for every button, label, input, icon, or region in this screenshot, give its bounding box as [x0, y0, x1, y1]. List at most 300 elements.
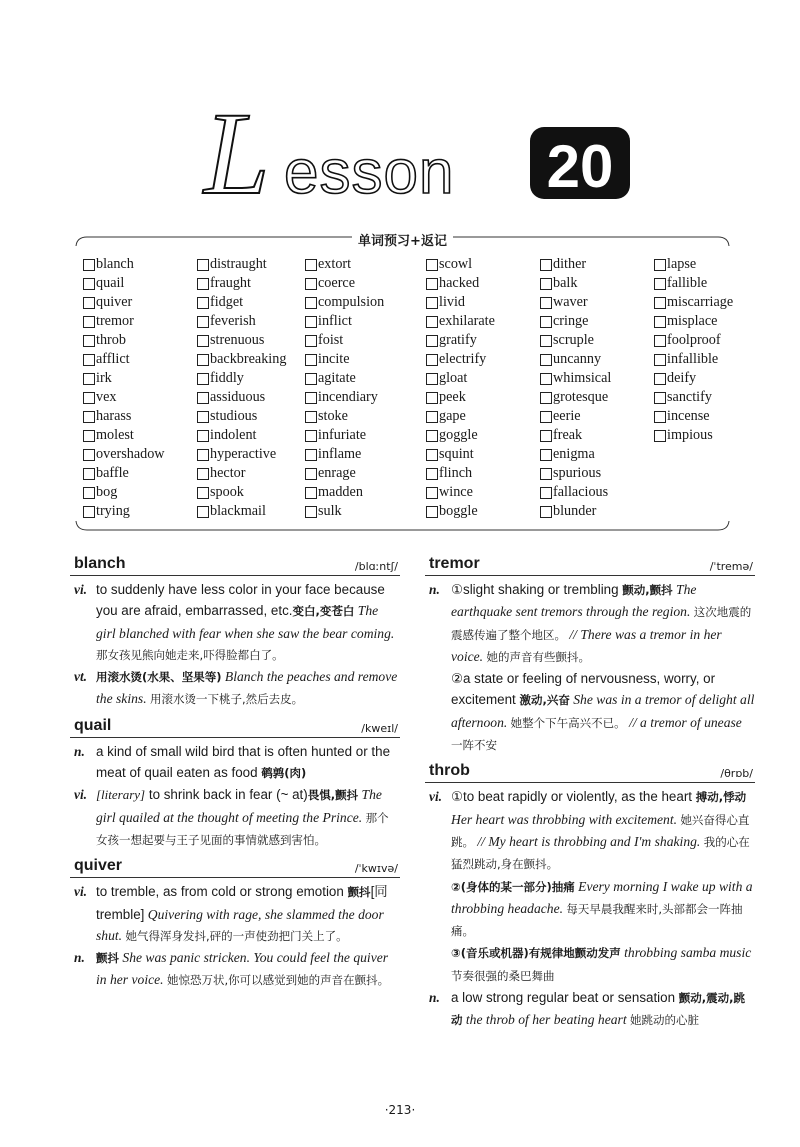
sub-sense: [451, 668, 755, 756]
checkbox[interactable]: [83, 468, 95, 480]
checkbox[interactable]: [654, 430, 666, 442]
part-of-speech: n.: [429, 582, 440, 597]
vocab-item: [197, 426, 305, 445]
vocab-word: cringe: [553, 313, 589, 329]
translation-text: 那个女孩一想起要与王子见面的事情就感到害怕。: [96, 810, 389, 847]
vocab-word: wince: [439, 484, 473, 500]
vocab-word: bog: [96, 484, 118, 500]
vocab-word: blunder: [553, 503, 597, 519]
vocab-item: [540, 502, 654, 521]
definition-text: a low strong regular beat or sensation: [451, 990, 679, 1006]
translation-text: 她惊恐万状,你可以感觉到她的声音在颤抖。: [166, 973, 390, 988]
translation-text: 那女孩见熊向她走来,吓得脸都白了。: [96, 647, 284, 662]
checkbox[interactable]: [305, 373, 317, 385]
checkbox[interactable]: [83, 316, 95, 328]
sub-sense: [451, 579, 755, 668]
vocab-column: [197, 255, 305, 523]
checkbox[interactable]: [426, 506, 438, 518]
vocab-word: infallible: [667, 351, 719, 367]
vocab-heading: 单词预习+返记: [75, 230, 730, 249]
phonetic: /blɑːntʃ/: [354, 560, 398, 573]
vocab-word: overshadow: [96, 446, 165, 462]
vocab-word: squint: [439, 446, 474, 462]
checkbox[interactable]: [426, 354, 438, 366]
definition-text: a kind of small wild bird that is often hunted or the meat of quail eaten as food: [96, 743, 391, 781]
vocab-word: tremor: [96, 313, 134, 329]
phonetic: /kweɪl/: [361, 721, 398, 735]
vocab-word: lapse: [667, 256, 697, 272]
checkbox[interactable]: [305, 278, 317, 290]
sense: [70, 947, 400, 992]
vocab-word: spook: [210, 484, 244, 500]
sub-sense: [451, 876, 755, 943]
checkbox[interactable]: [83, 392, 95, 404]
checkbox[interactable]: [197, 335, 209, 347]
vocab-item: [426, 407, 540, 426]
example-text: The earthquake sent tremors through the region.: [451, 582, 697, 620]
vocab-item: [83, 502, 197, 521]
vocab-word: madden: [318, 484, 363, 500]
vocab-item: [197, 464, 305, 483]
page-number: ·213·: [384, 1103, 416, 1117]
checkbox[interactable]: [197, 468, 209, 480]
vocab-item: [197, 255, 305, 274]
translation-bold: 用滚水烫(水果、坚果等): [96, 670, 222, 685]
translation-text: 这次地震的震感传遍了整个地区。: [451, 605, 752, 642]
vocab-word: strenuous: [210, 332, 265, 348]
phonetic: /ˈtremə/: [709, 560, 753, 573]
vocab-word: dither: [553, 256, 587, 272]
part-of-speech: n.: [74, 743, 85, 759]
example-text: The girl blanched with fear when she saw the bear coming.: [96, 603, 395, 641]
definition-text: ①slight shaking or trembling: [451, 582, 623, 597]
checkbox[interactable]: [426, 392, 438, 404]
vocab-item: [540, 293, 654, 312]
vocab-bottom-rule: [75, 520, 730, 532]
translation-bold: 激动,兴奋: [519, 693, 570, 708]
vocab-item: [654, 407, 743, 426]
checkbox[interactable]: [654, 316, 666, 328]
vocab-item: [540, 407, 654, 426]
entry-header: [425, 555, 755, 576]
vocab-item: [540, 369, 654, 388]
vocab-item: [654, 312, 743, 331]
checkbox[interactable]: [197, 316, 209, 328]
vocab-item: [83, 407, 197, 426]
vocab-column: [540, 255, 654, 523]
vocab-item: [83, 293, 197, 312]
vocab-item: [83, 274, 197, 293]
vocab-word: flinch: [439, 465, 473, 481]
part-of-speech: vi.: [74, 787, 88, 803]
vocab-word: blackmail: [210, 503, 266, 519]
checkbox[interactable]: [654, 259, 666, 271]
checkbox[interactable]: [197, 259, 209, 271]
definition-text: to shrink back in fear (~ at): [145, 787, 308, 803]
vocab-item: [426, 388, 540, 407]
checkbox[interactable]: [540, 506, 552, 518]
vocab-word: miscarriage: [667, 294, 734, 310]
phonetic: /ˈkwɪvə/: [354, 862, 398, 876]
checkbox[interactable]: [426, 259, 438, 271]
vocab-word: inflict: [318, 313, 352, 329]
dictionary-entry: [425, 555, 755, 756]
dictionary-entry: [425, 762, 755, 1031]
translation-bold: 鹌鹑(肉): [261, 766, 307, 781]
checkbox[interactable]: [83, 430, 95, 442]
checkbox[interactable]: [83, 278, 95, 290]
vocab-item: [654, 274, 743, 293]
vocab-item: [426, 445, 540, 464]
vocab-item: [654, 255, 743, 274]
example-text: // My heart is throbbing and I'm shaking.: [474, 833, 704, 849]
vocab-word: scowl: [439, 256, 473, 272]
vocab-word: enigma: [553, 446, 595, 462]
vocab-item: [305, 464, 426, 483]
checkbox[interactable]: [426, 316, 438, 328]
translation-bold: 畏惧,颤抖: [307, 788, 359, 803]
vocab-item: [197, 388, 305, 407]
checkbox[interactable]: [426, 430, 438, 442]
vocab-word: agitate: [318, 370, 356, 386]
checkbox[interactable]: [197, 373, 209, 385]
vocab-word: extort: [318, 256, 352, 272]
example-text: // a tremor of unease: [625, 714, 742, 730]
vocab-word: fallible: [667, 275, 708, 291]
vocab-item: [197, 407, 305, 426]
definition-text: ①to beat rapidly or violently, as the heart: [451, 789, 696, 805]
checkbox[interactable]: [426, 468, 438, 480]
checkbox[interactable]: [654, 335, 666, 347]
translation-text: 她整个下午高兴不已。: [510, 715, 626, 730]
vocab-word: gape: [439, 408, 466, 424]
vocab-word: hector: [210, 465, 246, 481]
translation-bold: 搏动,悸动: [695, 790, 747, 805]
vocab-item: [305, 255, 426, 274]
vocab-column: [654, 255, 743, 523]
vocab-word: livid: [439, 294, 466, 310]
vocab-word: fidget: [210, 294, 244, 310]
checkbox[interactable]: [426, 449, 438, 461]
checkbox[interactable]: [540, 392, 552, 404]
checkbox[interactable]: [540, 316, 552, 328]
vocab-item: [197, 369, 305, 388]
part-of-speech: vt.: [74, 669, 88, 685]
example-text: throbbing samba music: [620, 945, 752, 961]
vocab-item: [540, 426, 654, 445]
translation-text: 节奏很强的桑巴舞曲: [451, 968, 555, 983]
part-of-speech: vi.: [429, 789, 443, 805]
example-text: the throb of her beating heart: [462, 1012, 631, 1028]
checkbox[interactable]: [83, 506, 95, 518]
vocab-item: [426, 293, 540, 312]
vocab-checklist: [83, 255, 743, 523]
checkbox[interactable]: [83, 373, 95, 385]
example-text: Her heart was throbbing with excitement.: [451, 811, 681, 827]
checkbox[interactable]: [305, 297, 317, 309]
checkbox[interactable]: [540, 430, 552, 442]
translation-text: 我的心在猛烈跳动,身在颤抖。: [451, 834, 750, 872]
checkbox[interactable]: [540, 411, 552, 423]
checkbox[interactable]: [305, 392, 317, 404]
vocab-word: stoke: [318, 408, 348, 424]
vocab-word: enrage: [318, 465, 356, 481]
lesson-word-rest: esson: [284, 138, 455, 207]
vocab-word: scruple: [553, 332, 594, 348]
vocab-item: [540, 350, 654, 369]
checkbox[interactable]: [197, 354, 209, 366]
lesson-word-initial: L: [204, 95, 270, 215]
vocab-word: foist: [318, 332, 344, 348]
translation-text: 她兴奋得心直跳。: [451, 812, 750, 849]
vocab-word: inflame: [318, 446, 362, 462]
example-text: Quivering with rage, she slammed the door shut.: [96, 906, 384, 943]
headword: tremor: [429, 555, 480, 572]
vocab-word: fraught: [210, 275, 251, 291]
vocab-word: incense: [667, 408, 710, 424]
checkbox[interactable]: [83, 259, 95, 271]
vocab-word: foolproof: [667, 332, 721, 348]
vocab-item: [305, 350, 426, 369]
vocab-item: [197, 502, 305, 521]
sense: [70, 666, 400, 711]
checkbox[interactable]: [83, 354, 95, 366]
vocab-word: infuriate: [318, 427, 367, 443]
vocab-item: [426, 369, 540, 388]
checkbox[interactable]: [197, 449, 209, 461]
vocab-item: [426, 274, 540, 293]
vocab-item: [426, 483, 540, 502]
vocab-item: [540, 388, 654, 407]
vocab-item: [197, 312, 305, 331]
translation-bold: ②(身体的某一部分)抽痛: [451, 879, 575, 894]
vocab-item: [426, 255, 540, 274]
vocab-item: [83, 255, 197, 274]
vocab-column: [426, 255, 540, 523]
vocab-word: boggle: [439, 503, 478, 519]
definition-text: to tremble, as from cold or strong emotion: [96, 884, 348, 900]
checkbox[interactable]: [83, 297, 95, 309]
vocab-item: [654, 426, 743, 445]
vocab-item: [305, 312, 426, 331]
example-text: The girl quailed at the thought of meeting the Prince.: [96, 787, 382, 825]
vocab-item: [426, 502, 540, 521]
checkbox[interactable]: [197, 411, 209, 423]
checkbox[interactable]: [540, 449, 552, 461]
checkbox[interactable]: [197, 430, 209, 442]
vocab-word: misplace: [667, 313, 718, 329]
vocab-item: [540, 464, 654, 483]
vocab-item: [305, 274, 426, 293]
vocab-word: grotesque: [553, 389, 609, 405]
headword: quiver: [74, 857, 123, 875]
vocab-item: [83, 464, 197, 483]
vocab-word: incendiary: [318, 389, 378, 405]
vocab-word: eerie: [553, 408, 581, 424]
entry-header: [70, 555, 400, 576]
checkbox[interactable]: [426, 411, 438, 423]
checkbox[interactable]: [654, 297, 666, 309]
checkbox[interactable]: [540, 354, 552, 366]
checkbox[interactable]: [426, 278, 438, 290]
checkbox[interactable]: [654, 392, 666, 404]
vocab-word: freak: [553, 427, 583, 443]
vocab-word: impious: [667, 427, 713, 443]
vocab-item: [197, 331, 305, 350]
translation-bold: 变白,变苍白: [292, 604, 355, 619]
checkbox[interactable]: [197, 487, 209, 499]
phonetic: /θrɒb/: [720, 767, 753, 781]
example-text: She was in a tremor of delight all afternoon.: [451, 692, 755, 730]
vocab-item: [654, 369, 743, 388]
translation-text: 她的声音有些颤抖。: [486, 649, 590, 664]
vocab-item: [426, 350, 540, 369]
checkbox[interactable]: [540, 278, 552, 290]
vocab-item: [654, 388, 743, 407]
vocab-item: [83, 350, 197, 369]
checkbox[interactable]: [83, 335, 95, 347]
vocab-item: [426, 312, 540, 331]
vocab-item: [197, 293, 305, 312]
example-text: // There was a tremor in her voice.: [451, 626, 722, 664]
checkbox[interactable]: [305, 316, 317, 328]
entry-header: [425, 762, 755, 783]
vocab-word: harass: [96, 408, 132, 424]
vocab-word: exhilarate: [439, 313, 495, 329]
checkbox[interactable]: [540, 259, 552, 271]
checkbox[interactable]: [540, 335, 552, 347]
vocab-word: fallacious: [553, 484, 609, 500]
dictionary-entry: [70, 717, 400, 851]
definition-text: [同 tremble]: [96, 884, 388, 922]
lesson-title: [200, 95, 640, 215]
translation-bold: ③(音乐或机器)有规律地颤动发声: [451, 946, 621, 961]
vocab-item: [540, 274, 654, 293]
vocab-word: electrify: [439, 351, 487, 367]
checkbox[interactable]: [197, 297, 209, 309]
vocab-word: goggle: [439, 427, 478, 443]
sense: [425, 786, 755, 987]
vocab-word: sanctify: [667, 389, 712, 405]
checkbox[interactable]: [305, 259, 317, 271]
sense: [70, 881, 400, 947]
vocab-word: whimsical: [553, 370, 612, 386]
vocab-item: [305, 293, 426, 312]
dictionary-entry: [70, 555, 400, 711]
checkbox[interactable]: [654, 278, 666, 290]
vocab-word: hyperactive: [210, 446, 277, 462]
checkbox[interactable]: [426, 487, 438, 499]
checkbox[interactable]: [305, 487, 317, 499]
checkbox[interactable]: [540, 373, 552, 385]
vocab-item: [654, 350, 743, 369]
lesson-title-graphic: [200, 95, 640, 215]
vocab-item: [426, 331, 540, 350]
translation-text: 她气得浑身发抖,砰的一声使劲把门关上了。: [125, 928, 348, 943]
vocab-item: [197, 445, 305, 464]
vocab-word: uncanny: [553, 351, 602, 367]
vocab-item: [83, 483, 197, 502]
vocab-word: coerce: [318, 275, 356, 291]
sub-sense: [451, 942, 755, 987]
checkbox[interactable]: [654, 354, 666, 366]
checkbox[interactable]: [197, 278, 209, 290]
vocab-word: distraught: [210, 256, 267, 272]
checkbox[interactable]: [305, 449, 317, 461]
checkbox[interactable]: [305, 354, 317, 366]
sense: [425, 987, 755, 1032]
vocab-word: compulsion: [318, 294, 385, 310]
checkbox[interactable]: [305, 468, 317, 480]
vocab-word: irk: [96, 370, 112, 386]
vocab-word: gloat: [439, 370, 468, 386]
example-text: Blanch the peaches and remove the skins.: [96, 669, 398, 707]
entries-left-column: [70, 555, 400, 998]
headword: blanch: [74, 555, 126, 572]
vocab-word: backbreaking: [210, 351, 287, 367]
checkbox[interactable]: [654, 411, 666, 423]
vocab-word: trying: [96, 503, 130, 519]
lesson-number: 20: [546, 133, 614, 200]
vocab-item: [83, 369, 197, 388]
vocab-word: quiver: [96, 294, 133, 310]
vocab-item: [305, 331, 426, 350]
vocab-item: [83, 312, 197, 331]
checkbox[interactable]: [83, 449, 95, 461]
checkbox[interactable]: [540, 297, 552, 309]
vocab-item: [305, 426, 426, 445]
vocab-word: balk: [553, 275, 578, 291]
checkbox[interactable]: [426, 335, 438, 347]
vocab-word: sulk: [318, 503, 342, 519]
vocab-item: [305, 483, 426, 502]
headword: throb: [429, 762, 470, 780]
vocab-section-header: [75, 228, 730, 248]
checkbox[interactable]: [83, 411, 95, 423]
checkbox[interactable]: [83, 487, 95, 499]
translation-bold: 颤动,颤抖: [622, 583, 673, 597]
checkbox[interactable]: [540, 487, 552, 499]
translation-bold: 颤抖: [96, 951, 119, 966]
checkbox[interactable]: [305, 411, 317, 423]
vocab-item: [305, 502, 426, 521]
checkbox[interactable]: [197, 506, 209, 518]
vocab-word: hacked: [439, 275, 480, 291]
part-of-speech: vi.: [74, 582, 88, 597]
checkbox[interactable]: [426, 373, 438, 385]
vocab-word: deify: [667, 370, 697, 386]
vocab-item: [83, 331, 197, 350]
checkbox[interactable]: [305, 335, 317, 347]
checkbox[interactable]: [654, 373, 666, 385]
definition-text: to suddenly have less color in your face because you are afraid, embarrassed, etc.: [96, 582, 385, 619]
checkbox[interactable]: [305, 506, 317, 518]
vocab-item: [83, 445, 197, 464]
example-text: She was panic stricken. You could feel the quiver in her voice.: [96, 950, 389, 988]
checkbox[interactable]: [197, 392, 209, 404]
headword: quail: [74, 716, 112, 734]
checkbox[interactable]: [426, 297, 438, 309]
checkbox[interactable]: [540, 468, 552, 480]
vocab-item: [305, 407, 426, 426]
checkbox[interactable]: [305, 430, 317, 442]
vocab-word: waver: [553, 294, 588, 310]
vocab-word: spurious: [553, 465, 602, 481]
vocab-item: [426, 464, 540, 483]
vocab-item: [305, 369, 426, 388]
translation-bold: 颤动,震动,跳动: [451, 991, 746, 1028]
vocab-word: fiddly: [210, 370, 244, 386]
